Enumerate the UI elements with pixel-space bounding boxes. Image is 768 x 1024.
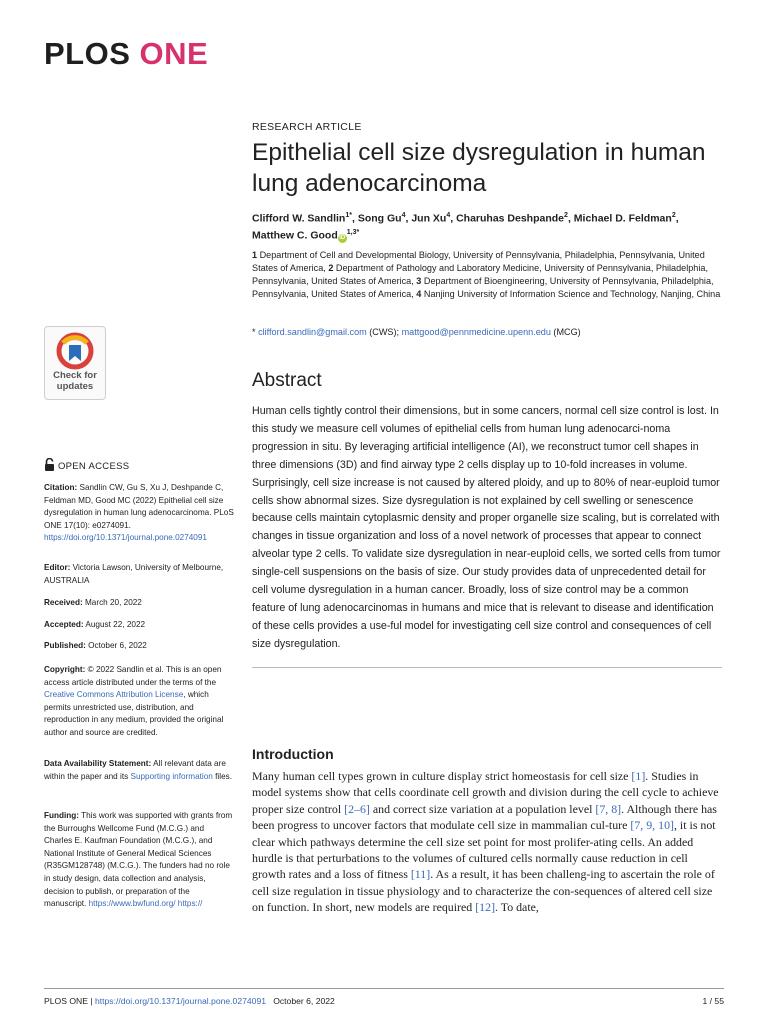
author-affil-sup: 2 bbox=[564, 212, 568, 219]
citation-link[interactable]: [7, 8] bbox=[595, 801, 622, 816]
editor-block bbox=[44, 562, 234, 587]
open-access-label: OPEN ACCESS bbox=[57, 461, 130, 472]
citation-block bbox=[44, 482, 234, 545]
affil-num: 4 bbox=[416, 289, 422, 299]
copyright-text: , which permits unrestricted use, distribution, and reproduction in any medium, provided the original author and source are credited. bbox=[44, 690, 224, 737]
published-label: Published: bbox=[44, 641, 86, 650]
logo-plos: PLOS bbox=[44, 36, 131, 71]
author-name[interactable]: Song Gu bbox=[357, 212, 402, 225]
article-title: Epithelial cell size dysregulation in human lung adenocarcinoma bbox=[252, 139, 706, 197]
affiliations bbox=[252, 249, 722, 301]
intro-run: Many human cell types grown in culture display strict homeostasis for cell size bbox=[252, 769, 632, 783]
article-type: RESEARCH ARTICLE bbox=[252, 121, 362, 133]
orcid-icon[interactable]: iD bbox=[339, 235, 346, 241]
funding-text: This work was supported with grants from the Burroughs Wellcome Fund (M.C.G.) and Charles E. Kaufman Foundation (M.C.G.), and National Institute of General Medical Sciences (R35GM128748) (M.C.G.). The funders had no role in study design, data collection and analysis, decision to publish, or preparation of the manuscript. bbox=[44, 811, 233, 909]
citation-label: Citation: bbox=[44, 483, 78, 492]
intro-run: and correct size variation at a population level bbox=[369, 801, 596, 816]
citation-link[interactable]: [7, 9, 10] bbox=[630, 818, 674, 833]
author-name[interactable]: Jun Xu bbox=[411, 212, 447, 225]
intro-run: . As a result, it has been challeng-ing to ascertain the role of cell size regulation in tissue physiology and to characterize the con-sequences of altered cell size on function. In short, new models are required bbox=[252, 867, 715, 915]
affil-num: 1 bbox=[252, 250, 258, 260]
copyright-block bbox=[44, 664, 234, 740]
affil-text: Nanjing University of Information Science and Technology, Nanjing, China bbox=[423, 289, 721, 299]
open-access bbox=[44, 458, 129, 472]
corresponding-star: * bbox=[252, 327, 256, 337]
data-availability-text: All relevant data are within the paper and its bbox=[44, 759, 226, 781]
correspondence bbox=[252, 327, 722, 337]
author-name[interactable]: Matthew C. Good bbox=[252, 229, 338, 241]
badge-label: Check for updates bbox=[53, 370, 97, 392]
supporting-info-link[interactable]: Supporting information bbox=[130, 771, 213, 781]
received-block bbox=[44, 597, 234, 610]
intro-run: . Although there has been progress to uncover factors that modulate cell size in mammalian cul-ture bbox=[252, 801, 717, 833]
license-link[interactable]: Creative Commons Attribution License bbox=[44, 690, 184, 700]
citation-link[interactable]: [12] bbox=[475, 900, 496, 915]
intro-run: , it is not clear which pathways determine the cell size set point for most prolifer-ating cells. An added hurdle is that perturbations to the volumes of cultured cells normally cause reduction in cell growth rates and a loss of fitness bbox=[252, 818, 716, 882]
affil-text: Department of Bioengineering, University of Pennsylvania, Philadelphia, Pennsylvania, United States of America, bbox=[252, 276, 714, 299]
author-name[interactable]: Clifford W. Sandlin bbox=[252, 212, 346, 225]
open-lock-icon bbox=[44, 458, 55, 471]
funding-block bbox=[44, 810, 234, 911]
footer-doi-link[interactable]: https://doi.org/10.1371/journal.pone.0274091 bbox=[94, 996, 267, 1006]
affil-text: Department of Cell and Developmental Biology, University of Pennsylvania, Philadelphia, Pennsylvania, United States of America, bbox=[252, 250, 705, 273]
citation-link[interactable]: [1] bbox=[631, 769, 646, 783]
data-availability-label: Data Availability Statement: bbox=[44, 759, 152, 768]
footer-date: October 6, 2022 bbox=[273, 996, 335, 1006]
abstract-text: Human cells tightly control their dimensions, but in some cancers, normal cell size control is lost. In this study we measure cell volumes of epithelial cells from human lung adenocarci-noma progression in situ. By leveraging artificial intelligence (AI), we reconstruct tumor cell shapes in three dimensions (3D) and find airway type 2 cells display up to 10-fold increases in volume. Surprisingly, cell size increase is not caused by altered ploidy, and up to 80% of near-euploid tumor cells show abnormal sizes. Size dysregulation is not explained by cell swelling or senescence because cells maintain cytoplasmic density and proper organelle size scaling, but is correlated with changes in tissue organization and loss of a novel network of processes that appear to connect alveolar type 2 cells. To validate size dysregulation in near-euploid cells, we sorted cells from tumor single-cell suspensions on the basis of size. Our study provides data of unprecedented detail for cell volume dysregulation in a human cancer. Broadly, loss of size control may be a common feature of lung adenocarcinomas in humans and mice that is relevant to disease and identification of these cells provides a use-ful model for investigating cell size control and consequences of cell size dysregulation. bbox=[252, 405, 721, 650]
copyright-label: Copyright: bbox=[44, 665, 86, 674]
intro-heading: Introduction bbox=[252, 746, 334, 762]
author-list: Clifford W. Sandlin$^{1*}$, Song Gu$^4$, Jun Xu$^4$, Charuhas Deshpande$^2$, Michael D. Feldman$^2$, Matthew C. Good $iD^{1,3*}$ bbox=[252, 212, 679, 241]
received-date: March 20, 2022 bbox=[84, 598, 142, 607]
footer-left bbox=[44, 996, 335, 1006]
abstract-heading: Abstract bbox=[252, 370, 322, 391]
funding-label: Funding: bbox=[44, 811, 80, 820]
page-number: 1 / 55 bbox=[702, 996, 724, 1006]
received-label: Received: bbox=[44, 598, 83, 607]
author-name[interactable]: Charuhas Deshpande bbox=[456, 212, 565, 225]
author-affil-sup: 4 bbox=[446, 212, 451, 219]
author-affil-sup: 1 bbox=[345, 212, 350, 219]
affil-num: 3 bbox=[416, 276, 422, 286]
author-name[interactable]: Michael D. Feldman bbox=[573, 212, 672, 225]
citation-text: Sandlin CW, Gu S, Xu J, Deshpande C, Feldman MD, Good MC (2022) Epithelial cell size dysregulation in human lung adenocarcinoma. PLoS ONE 17(10): e0274091. bbox=[44, 483, 234, 530]
email-link-1[interactable]: clifford.sandlin@gmail.com bbox=[258, 327, 367, 337]
editor-text: Victoria Lawson, University of Melbourne, AUSTRALIA bbox=[44, 563, 224, 585]
author-affil-sup: 2 bbox=[671, 212, 676, 219]
author-affil-sup: 1,3 bbox=[346, 228, 357, 236]
intro-run: . To date, bbox=[495, 900, 539, 915]
published-block bbox=[44, 640, 234, 653]
accepted-date: August 22, 2022 bbox=[85, 620, 146, 629]
accepted-block bbox=[44, 619, 234, 632]
journal-logo[interactable] bbox=[44, 38, 208, 69]
updates-icon bbox=[45, 329, 105, 373]
corresponding-star: * bbox=[356, 228, 360, 236]
citation-doi-link[interactable]: https://doi.org/10.1371/journal.pone.0274091 bbox=[44, 533, 207, 543]
copyright-text: © 2022 Sandlin et al. This is an open access article distributed under the terms of the bbox=[44, 665, 222, 687]
citation-link[interactable]: [11] bbox=[410, 867, 431, 882]
affil-num: 2 bbox=[328, 263, 334, 273]
published-date: October 6, 2022 bbox=[88, 641, 147, 650]
email-note: (MCG) bbox=[553, 327, 581, 337]
intro-run: . Studies in model systems show that cells coordinate cell growth and division during the cell cycle to achieve proper size control bbox=[252, 769, 719, 816]
email-link-2[interactable]: mattgood@pennmedicine.upenn.edu bbox=[401, 327, 551, 337]
funding-link[interactable]: https://www.bwfund.org/ https:// bbox=[88, 899, 203, 909]
divider bbox=[252, 667, 722, 668]
affil-text: Department of Pathology and Laboratory Medicine, University of Pennsylvania, Philadelphia, Pennsylvania, United States of America, bbox=[252, 263, 708, 286]
author-affil-sup: 4 bbox=[401, 212, 406, 219]
email-note: (CWS); bbox=[369, 327, 400, 337]
citation-link[interactable]: [2–6] bbox=[344, 801, 370, 816]
data-availability-text: files. bbox=[215, 771, 232, 781]
footer-journal: PLOS ONE | bbox=[44, 996, 93, 1006]
footer-divider bbox=[44, 988, 724, 989]
data-availability-block bbox=[44, 758, 234, 783]
logo-one: ONE bbox=[139, 36, 209, 71]
accepted-label: Accepted: bbox=[44, 620, 84, 629]
corresponding-star: * bbox=[349, 212, 352, 219]
editor-label: Editor: bbox=[44, 563, 71, 572]
intro-text bbox=[252, 768, 722, 916]
